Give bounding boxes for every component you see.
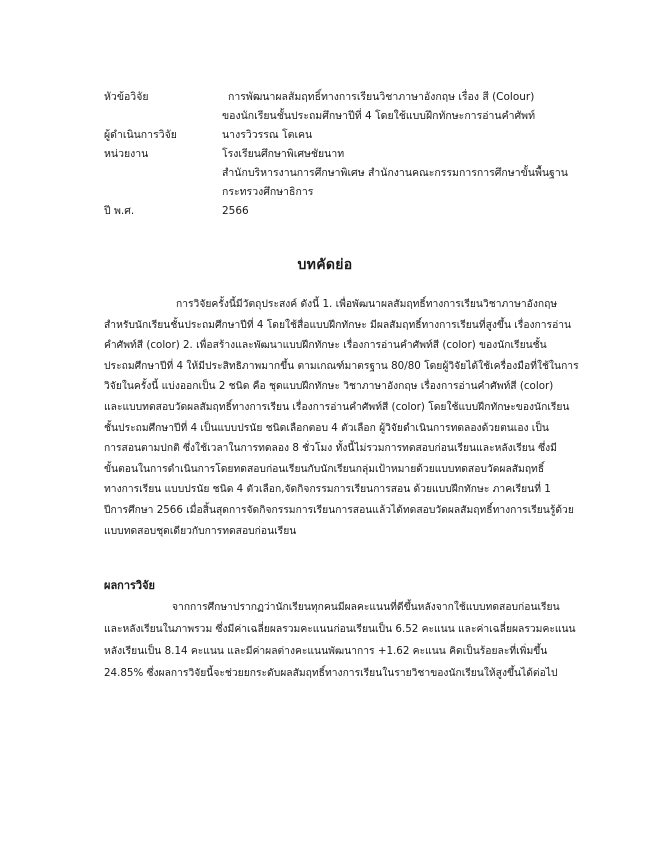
abstract-line: ปีการศึกษา 2566 เมื่อสิ้นสุดการจัดกิจกรรมการเรียนการสอนแล้วได้ทดสอบวัดผลสัมฤทธิ์ทางการเรียนรู้ด้วย (104, 503, 574, 516)
researcher-value: นางรวิวรรณ โตเคน (222, 129, 313, 141)
abstract-line: ประถมศึกษาปีที่ 4 ให้มีประสิทธิภาพมากขึ้น ตามเกณฑ์มาตรฐาน 80/80 โดยผู้วิจัยได้ใช้เครื่องมือที่ใช้ในการ (104, 359, 579, 372)
agency-line: โรงเรียนศึกษาพิเศษชัยนาท (222, 148, 345, 160)
results-line: จากการศึกษาปรากฏว่านักเรียนทุกคนมีผลคะแนนที่ดีขึ้นหลังจากใช้แบบทดสอบก่อนเรียน (172, 601, 560, 613)
research-title-row (104, 88, 604, 126)
abstract-body (104, 294, 598, 541)
research-title-line: ของนักเรียนชั้นประถมศึกษาปีที่ 4 โดยใช้แบบฝึกทักษะการอ่านคำศัพท์ (222, 110, 536, 122)
researcher-label: ผู้ดำเนินการวิจัย (104, 129, 177, 141)
year-value: 2566 (222, 205, 249, 217)
abstract-line: การสอนตามปกติ ซึ่งใช้เวลาในการทดลอง 8 ชั่วโมง ทั้งนี้ไม่รวมการทดสอบก่อนเรียนและหลังเรียน ซึ่งมี (104, 442, 557, 455)
results-line: 24.85% ซึ่งผลการวิจัยนี้จะช่วยยกระดับผลสัมฤทธิ์ทางการเรียนในรายวิชาของนักเรียนให้สูงขึ้นได้ต่อไป (104, 667, 558, 679)
abstract-heading: บทคัดย่อ (297, 257, 353, 273)
research-title-label: หัวข้อวิจัย (104, 91, 149, 103)
research-title-value (222, 88, 604, 126)
year-row (104, 202, 604, 221)
year-label: ปี พ.ศ. (104, 205, 135, 217)
agency-row (104, 145, 604, 202)
abstract-line: ทางการเรียน แบบปรนัย ชนิด 4 ตัวเลือก,จัดกิจกรรมการเรียนการสอน ด้วยแบบฝึกทักษะ ภาคเรียนที่ 1 (104, 483, 551, 496)
agency-line: สำนักบริหารงานการศึกษาพิเศษ สำนักงานคณะกรรมการการศึกษาขั้นพื้นฐาน (222, 167, 568, 179)
results-line: และหลังเรียนในภาพรวม ซึ่งมีค่าเฉลี่ยผลรวมคะแนนก่อนเรียนเป็น 6.52 คะแนน และค่าเฉลี่ยผลรวมคะแนน (104, 623, 576, 635)
researcher-row (104, 126, 604, 145)
agency-label: หน่วยงาน (104, 148, 149, 160)
abstract-line: ขั้นตอนในการดำเนินการโดยทดสอบก่อนเรียนกับนักเรียนกลุ่มเป้าหมายด้วยแบบทดสอบวัดผลสัมฤทธิ์ (104, 462, 545, 475)
abstract-line: สำหรับนักเรียนชั้นประถมศึกษาปีที่ 4 โดยใช้สื่อแบบฝึกทักษะ มีผลสัมฤทธิ์ทางการเรียนที่สูงขึ้น เรื่องการอ่าน (104, 318, 572, 331)
abstract-line: ชั้นประถมศึกษาปีที่ 4 เป็นแบบปรนัย ชนิดเลือกตอบ 4 ตัวเลือก ผู้วิจัยดำเนินการทดลองด้วยตนเอง เป็น (104, 421, 549, 434)
results-heading: ผลการวิจัย (104, 579, 155, 592)
results-line: หลังเรียนเป็น 8.14 คะแนน และมีค่าผลต่างคะแนนพัฒนาการ +1.62 คะแนน คิดเป็นร้อยละที่เพิ่มขึ้น (104, 645, 548, 657)
abstract-line: และแบบทดสอบวัดผลสัมฤทธิ์ทางการเรียน เรื่องการอ่านคำศัพท์สี (color) โดยใช้แบบฝึกทักษะของนักเรียน (104, 400, 570, 413)
abstract-line: วิจัยในครั้งนี้ แบ่งออกเป็น 2 ชนิด คือ ชุดแบบฝึกทักษะ วิชาภาษาอังกฤษ เรื่องการอ่านคำศัพท์สี (color) (104, 380, 554, 393)
abstract-line: แบบทดสอบชุดเดียวกับการทดสอบก่อนเรียน (104, 524, 297, 537)
agency-value (222, 145, 604, 202)
research-title-line: การพัฒนาผลสัมฤทธิ์ทางการเรียนวิชาภาษาอังกฤษ เรื่อง สี (Colour) (228, 91, 535, 103)
agency-line: กระทรวงศึกษาธิการ (222, 186, 314, 198)
research-info-table (104, 88, 604, 221)
results-body (104, 596, 598, 684)
abstract-line: คำศัพท์สี (color) 2. เพื่อสร้างและพัฒนาแบบฝึกทักษะ เรื่องการอ่านคำศัพท์สี (color) ของนักเรียนชั้น (104, 339, 547, 352)
abstract-line: การวิจัยครั้งนี้มีวัตถุประสงค์ ดังนี้ 1. เพื่อพัฒนาผลสัมฤทธิ์ทางการเรียนวิชาภาษาอังกฤษ (176, 298, 558, 310)
